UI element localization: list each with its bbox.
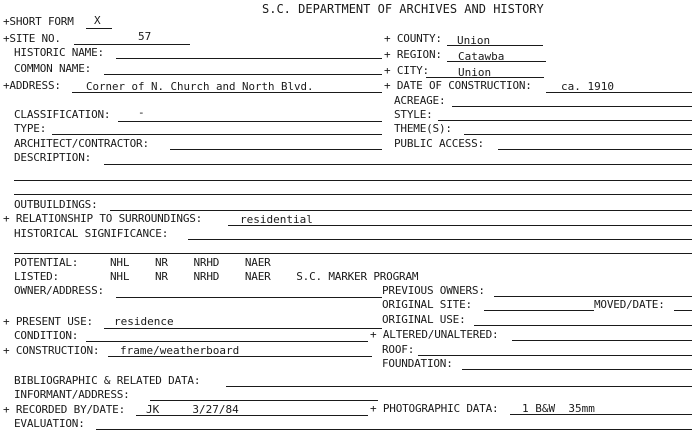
historic-name-label: HISTORIC NAME: bbox=[14, 46, 104, 59]
moved-date-line bbox=[674, 310, 692, 311]
type-line bbox=[52, 134, 382, 135]
owner-address-label: OWNER/ADDRESS: bbox=[14, 284, 104, 297]
date-of-construction-value[interactable]: ca. 1910 bbox=[561, 80, 614, 93]
acreage-label: ACREAGE: bbox=[394, 94, 446, 107]
short-form-line bbox=[86, 28, 112, 29]
historical-significance-label: HISTORICAL SIGNIFICANCE: bbox=[14, 227, 169, 240]
informant-label: INFORMANT/ADDRESS: bbox=[14, 388, 130, 401]
bibliographic-line bbox=[226, 386, 692, 387]
date-of-construction-line bbox=[546, 92, 692, 93]
photographic-data-line bbox=[510, 414, 692, 415]
description-line-3 bbox=[14, 194, 692, 195]
bibliographic-label: BIBLIOGRAPHIC & RELATED DATA: bbox=[14, 374, 201, 387]
potential-options: NHL NR NRHD NAER bbox=[110, 256, 271, 269]
short-form-label: +SHORT FORM bbox=[3, 15, 74, 28]
site-no-label: +SITE NO. bbox=[3, 32, 61, 45]
address-value[interactable]: Corner of N. Church and North Blvd. bbox=[86, 80, 314, 93]
construction-line bbox=[108, 356, 372, 357]
city-line bbox=[426, 77, 544, 78]
themes-label: THEME(S): bbox=[394, 122, 452, 135]
description-line-1 bbox=[104, 164, 692, 165]
potential-label: POTENTIAL: bbox=[14, 256, 79, 269]
altered-unaltered-label: + ALTERED/UNALTERED: bbox=[370, 328, 499, 341]
historic-name-line bbox=[116, 58, 382, 59]
original-site-line bbox=[484, 310, 594, 311]
classification-label: CLASSIFICATION: bbox=[14, 108, 111, 121]
region-value[interactable]: Catawba bbox=[458, 50, 505, 63]
previous-owners-label: PREVIOUS OWNERS: bbox=[382, 284, 485, 297]
county-value[interactable]: Union bbox=[457, 34, 491, 47]
evaluation-line bbox=[96, 429, 692, 430]
altered-unaltered-line bbox=[512, 340, 692, 341]
city-value[interactable]: Union bbox=[458, 66, 492, 79]
evaluation-label: EVALUATION: bbox=[14, 417, 85, 430]
public-access-label: PUBLIC ACCESS: bbox=[394, 137, 484, 150]
owner-address-line bbox=[116, 297, 382, 298]
themes-line bbox=[464, 134, 692, 135]
site-no-value[interactable]: 57 bbox=[138, 30, 152, 43]
region-line bbox=[447, 61, 546, 62]
foundation-line bbox=[462, 369, 692, 370]
construction-label: + CONSTRUCTION: bbox=[3, 344, 100, 357]
description-line-2 bbox=[14, 180, 692, 181]
classification-line bbox=[118, 121, 382, 122]
outbuildings-line bbox=[110, 210, 692, 211]
roof-line bbox=[418, 355, 692, 356]
informant-line bbox=[150, 400, 378, 401]
previous-owners-line bbox=[494, 296, 692, 297]
architect-line bbox=[170, 149, 382, 150]
present-use-line bbox=[104, 328, 382, 329]
form-title: S.C. DEPARTMENT OF ARCHIVES AND HISTORY bbox=[262, 2, 544, 16]
photographic-data-value[interactable]: 1 B&W 35mm bbox=[522, 402, 595, 415]
recorded-by-label: + RECORDED BY/DATE: bbox=[3, 403, 126, 416]
date-of-construction-label: + DATE OF CONSTRUCTION: bbox=[384, 79, 532, 92]
recorded-by-value[interactable]: JK 3/27/84 bbox=[146, 403, 239, 416]
address-label: +ADDRESS: bbox=[3, 79, 61, 92]
type-label: TYPE: bbox=[14, 122, 47, 135]
short-form-value[interactable]: X bbox=[94, 14, 101, 27]
original-site-label: ORIGINAL SITE: bbox=[382, 298, 472, 311]
public-access-line bbox=[498, 149, 692, 150]
classification-value[interactable]: - bbox=[138, 106, 145, 119]
historical-significance-line bbox=[188, 239, 692, 240]
moved-date-label: MOVED/DATE: bbox=[594, 298, 665, 311]
county-label: + COUNTY: bbox=[384, 32, 442, 45]
relationship-line bbox=[228, 225, 692, 226]
common-name-line bbox=[104, 74, 382, 75]
foundation-label: FOUNDATION: bbox=[382, 357, 453, 370]
listed-options: NHL NR NRHD NAER S.C. MARKER PROGRAM bbox=[110, 270, 419, 283]
condition-label: CONDITION: bbox=[14, 329, 79, 342]
acreage-line bbox=[452, 106, 692, 107]
county-line bbox=[447, 45, 543, 46]
style-line bbox=[438, 120, 692, 121]
site-no-line bbox=[74, 44, 190, 45]
condition-line bbox=[86, 341, 368, 342]
present-use-value[interactable]: residence bbox=[114, 315, 174, 328]
city-label: + CITY: bbox=[384, 64, 429, 77]
relationship-value[interactable]: residential bbox=[240, 213, 313, 226]
historical-significance-line-2 bbox=[14, 253, 692, 254]
address-line bbox=[72, 92, 382, 93]
architect-label: ARCHITECT/CONTRACTOR: bbox=[14, 137, 149, 150]
original-use-line bbox=[474, 325, 692, 326]
outbuildings-label: OUTBUILDINGS: bbox=[14, 198, 98, 211]
present-use-label: + PRESENT USE: bbox=[3, 315, 93, 328]
original-use-label: ORIGINAL USE: bbox=[382, 313, 466, 326]
relationship-label: + RELATIONSHIP TO SURROUNDINGS: bbox=[3, 212, 203, 225]
construction-value[interactable]: frame/weatherboard bbox=[120, 344, 240, 357]
common-name-label: COMMON NAME: bbox=[14, 62, 92, 75]
recorded-by-line bbox=[136, 415, 368, 416]
roof-label: ROOF: bbox=[382, 343, 415, 356]
style-label: STYLE: bbox=[394, 108, 433, 121]
description-label: DESCRIPTION: bbox=[14, 151, 92, 164]
region-label: + REGION: bbox=[384, 48, 442, 61]
listed-label: LISTED: bbox=[14, 270, 59, 283]
photographic-data-label: + PHOTOGRAPHIC DATA: bbox=[370, 402, 499, 415]
